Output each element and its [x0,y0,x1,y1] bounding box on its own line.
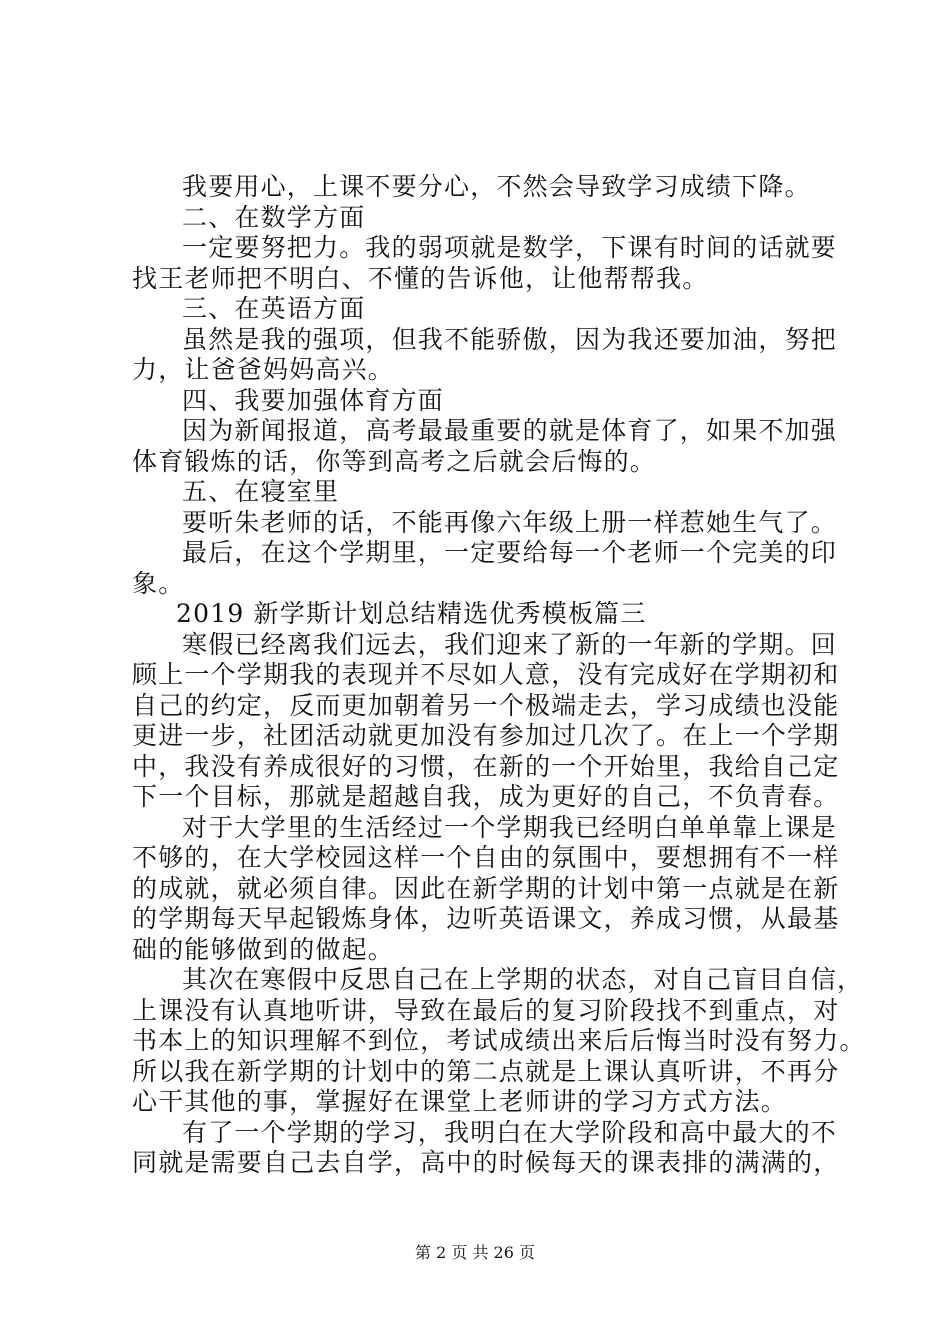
text-line: 有了一个学期的学习，我明白在大学阶段和高中最大的不 [182,1117,838,1147]
text-line: 更进一步，社团活动就更加没有参加过几次了。在上一个学期 [132,721,840,750]
text-line: 力，让爸爸妈妈高兴。 [132,355,395,384]
text-line: 下一个目标，那就是超越自我，成为更好的自己，不负青春。 [132,782,840,811]
text-line: 自己的约定，反而更加朝着另一个极端走去，学习成绩也没能 [132,690,840,720]
text-line: 五、在寝室里 [182,477,340,506]
text-line: 同就是需要自己去自学，高中的时候每天的课表排的满满的， [132,1148,840,1177]
text-line: 我要用心，上课不要分心，不然会导致学习成绩下降。 [182,172,811,201]
document-body [132,172,866,1179]
text-line: 三、在英语方面 [182,294,366,323]
text-line: 一定要努把力。我的弱项就是数学，下课有时间的话就要 [182,233,838,262]
text-line: 虽然是我的强项，但我不能骄傲，因为我还要加油，努把 [182,324,838,354]
text-line: 要听朱老师的话，不能再像六年级上册一样惹她生气了。 [182,507,838,537]
text-line: 最后，在这个学期里，一定要给每一个老师一个完美的印 [182,538,838,567]
text-line: 二、在数学方面 [182,202,366,232]
text-line: 因为新闻报道，高考最最重要的就是体育了，如果不加强 [182,416,838,445]
text-line: 其次在寒假中反思自己在上学期的状态，对自己盲目自信， [182,965,864,994]
text-line: 对于大学里的生活经过一个学期我已经明白单单靠上课是 [182,812,838,842]
text-line: 的成就，就必须自律。因此在新学期的计划中第一点就是在新 [132,873,840,903]
text-line: 不够的，在大学校园这样一个自由的氛围中，要想拥有不一样 [132,843,840,872]
text-line: 象。 [132,568,185,598]
text-line: 四、我要加强体育方面 [182,385,445,415]
text-line: 的学期每天早起锻炼身体，边听英语课文，养成习惯，从最基 [132,904,840,933]
text-line: 上课没有认真地听讲，导致在最后的复习阶段找不到重点，对 [132,995,840,1025]
text-line: 顾上一个学期我的表现并不尽如人意，没有完成好在学期初和 [132,660,840,689]
section-heading: 2019 新学斯计划总结精选优秀模板篇三 [176,599,647,628]
text-line: 心干其他的事，掌握好在课堂上老师讲的学习方式方法。 [132,1087,788,1116]
text-line: 础的能够做到的做起。 [132,934,395,964]
text-line: 找王老师把不明白、不懂的告诉他，让他帮帮我。 [132,263,709,293]
page-footer: 第 2 页 共 26 页 [415,1243,535,1262]
text-line: 所以我在新学期的计划中的第二点就是上课认真听讲，不再分 [132,1056,840,1086]
text-line: 寒假已经离我们远去，我们迎来了新的一年新的学期。回 [182,629,838,659]
text-line: 书本上的知识理解不到位，考试成绩出来后后悔当时没有努力。 [132,1026,866,1055]
text-line: 体育锻炼的话，你等到高考之后就会后悔的。 [132,446,657,476]
text-line: 中，我没有养成很好的习惯，在新的一个开始里，我给自己定 [132,751,840,781]
